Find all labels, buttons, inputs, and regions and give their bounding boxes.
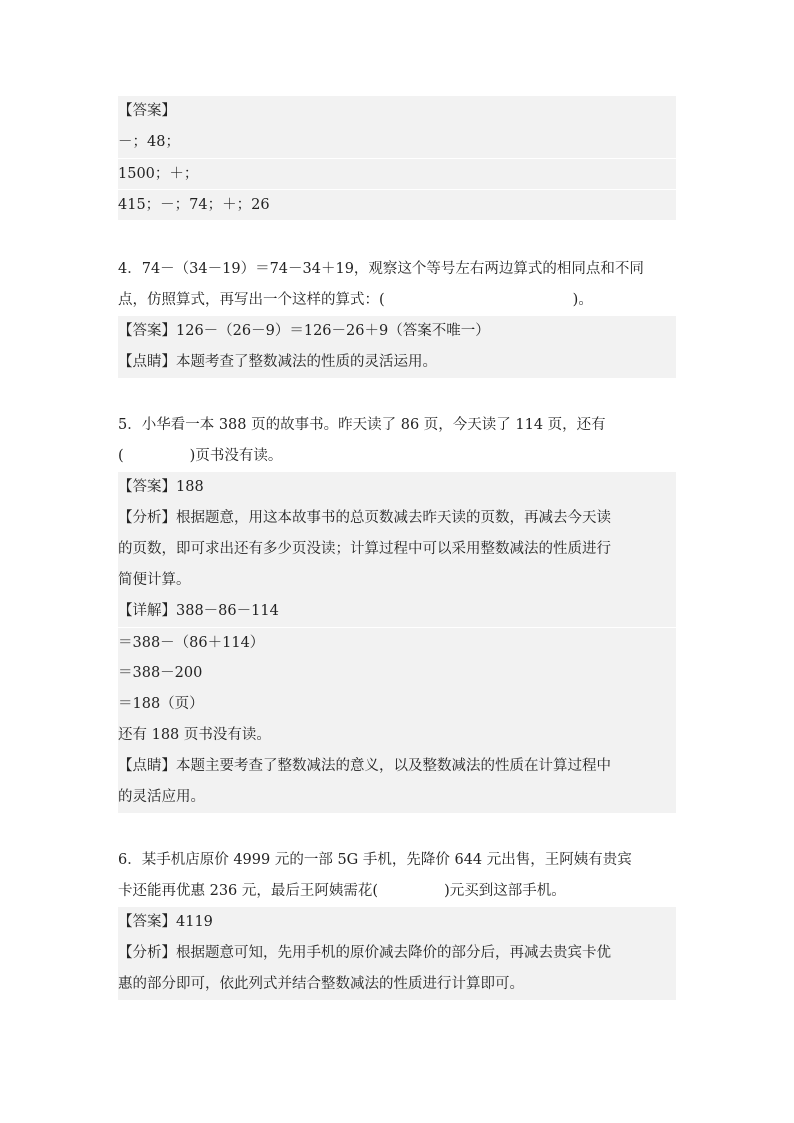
question-4-answer: 【答案】126－（26－9）＝126－26＋9（答案不唯一） — [118, 316, 676, 347]
question-5-text-end: )页书没有读。 — [189, 448, 283, 464]
question-6-analysis: 【分析】根据题意可知，先用手机的原价减去降价的部分后，再减去贵宾卡优 — [118, 938, 676, 969]
question-5-detail: ＝188（页） — [118, 689, 676, 720]
question-4-comment: 【点睛】本题考查了整数减法的性质的灵活运用。 — [118, 347, 676, 378]
question-6-answer: 【答案】4119 — [118, 907, 676, 938]
question-6-line: 6．某手机店原价 4999 元的一部 5G 手机，先降价 644 元出售，王阿姨有贵宾 — [118, 852, 632, 868]
answer-line: 415；－；74；＋；26 — [118, 189, 676, 220]
answer-line: 1500；＋； — [118, 158, 676, 189]
question-4-line — [118, 285, 676, 316]
question-5-analysis: 的页数，即可求出还有多少页没读；计算过程中可以采用整数减法的性质进行 — [118, 534, 676, 565]
question-5-detail: 【详解】388－86－114 — [118, 596, 676, 627]
question-6-text: 卡还能再优惠 236 元，最后王阿姨需花( — [118, 883, 379, 899]
question-5-analysis: 简便计算。 — [118, 565, 676, 596]
answer-label: 【答案】 — [118, 96, 676, 127]
question-5-comment: 的灵活应用。 — [118, 782, 676, 813]
question-4-text-end: )。 — [572, 292, 593, 308]
answer-line: －；48； — [118, 127, 676, 158]
question-5-detail: 还有 188 页书没有读。 — [118, 720, 676, 751]
question-5-answer: 【答案】188 — [118, 472, 676, 503]
question-5-comment: 【点睛】本题主要考查了整数减法的意义，以及整数减法的性质在计算过程中 — [118, 751, 676, 782]
question-5-analysis: 【分析】根据题意，用这本故事书的总页数减去昨天读的页数，再减去今天读 — [118, 503, 676, 534]
question-5-line: 5．小华看一本 388 页的故事书。昨天读了 86 页，今天读了 114 页，还有 — [118, 417, 606, 433]
question-5-line — [118, 441, 676, 472]
question-6-analysis: 惠的部分即可，依此列式并结合整数减法的性质进行计算即可。 — [118, 969, 676, 1000]
question-6-line — [118, 876, 676, 907]
question-6-text-end: )元买到这部手机。 — [444, 883, 566, 899]
question-4-line: 4．74－（34－19）＝74－34＋19，观察这个等号左右两边算式的相同点和不同 — [118, 261, 644, 277]
question-5-detail: ＝388－200 — [118, 658, 676, 689]
question-5-text: ( — [118, 448, 124, 464]
question-4-text: 点，仿照算式，再写出一个这样的算式：( — [118, 292, 385, 308]
question-5-detail: ＝388－（86＋114） — [118, 627, 676, 658]
